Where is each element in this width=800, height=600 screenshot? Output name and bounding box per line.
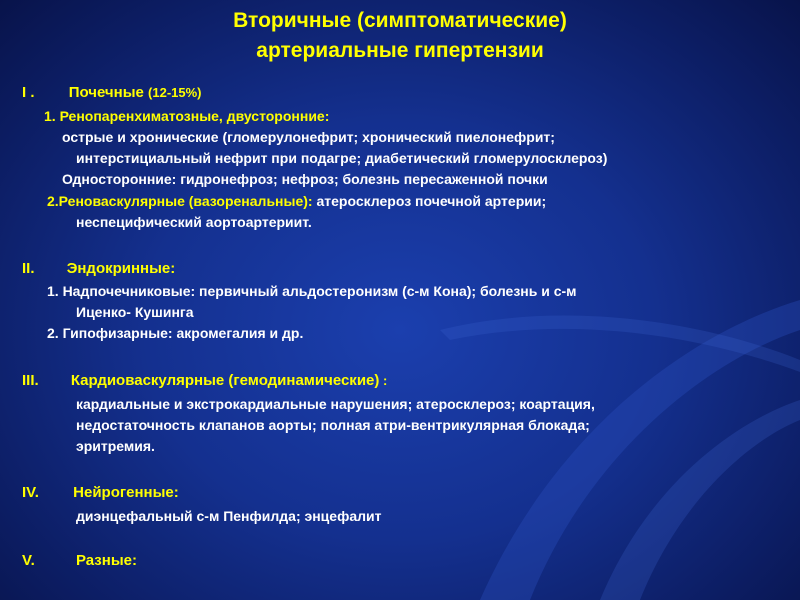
section-2-label: Эндокринные: bbox=[66, 260, 176, 277]
section-1-item-2-text-2: неспецифический аортоартериит. bbox=[76, 214, 312, 230]
section-1-item-2-label: 2.Реноваскулярные (вазоренальные): bbox=[47, 193, 313, 209]
section-3-number: III. bbox=[22, 372, 39, 389]
section-1-number: I . bbox=[22, 84, 35, 101]
slide-title bbox=[0, 6, 800, 66]
section-2-item-1-text-2: Иценко- Кушинга bbox=[76, 304, 194, 320]
section-3-label: Кардиоваскулярные (гемодинамические) bbox=[70, 372, 380, 389]
section-1-item-1-text-1: острые и хронические (гломерулонефрит; хронический пиелонефрит; bbox=[62, 129, 555, 145]
section-1-item-2-text-1: атеросклероз почечной артерии; bbox=[312, 193, 547, 209]
section-4-label: Нейрогенные: bbox=[73, 484, 179, 501]
section-2-item-2-text: 2. Гипофизарные: акромегалия и др. bbox=[47, 325, 304, 341]
section-1-item-1-text-2: интерстициальный нефрит при подагре; диабетический гломерулосклероз) bbox=[76, 150, 608, 166]
section-3-text-2: недостаточность клапанов аорты; полная атри-вентрикулярная блокада; bbox=[76, 417, 590, 433]
section-1-item-2 bbox=[47, 193, 546, 209]
section-2-item-1-text-1: 1. Надпочечниковые: первичный альдостеронизм (с-м Кона); болезнь и с-м bbox=[47, 283, 577, 299]
title-line-2: артериальные гипертензии bbox=[256, 39, 544, 62]
section-3-text-3: эритремия. bbox=[76, 438, 155, 454]
section-4-text: диэнцефальный с-м Пенфилда; энцефалит bbox=[76, 508, 382, 524]
title-line-1: Вторичные (симптоматические) bbox=[233, 9, 567, 32]
section-1-item-1-text-3: Односторонние: гидронефроз; нефроз; болезнь пересаженной почки bbox=[62, 171, 548, 187]
section-3-text-1: кардиальные и экстрокардиальные нарушения; атеросклероз; коартация, bbox=[76, 396, 595, 412]
section-1-item-1-label: 1. Ренопаренхиматозные, двусторонние: bbox=[44, 108, 330, 124]
section-3-heading bbox=[22, 372, 387, 389]
section-5-heading bbox=[22, 552, 137, 569]
section-4-heading bbox=[22, 484, 179, 501]
section-4-number: IV. bbox=[22, 484, 39, 501]
section-2-heading bbox=[22, 260, 175, 277]
section-1-label: Почечные bbox=[68, 84, 144, 101]
section-5-number: V. bbox=[22, 552, 35, 569]
section-1-heading bbox=[22, 84, 202, 101]
section-1-percent: (12-15%) bbox=[148, 85, 202, 100]
section-2-number: II. bbox=[22, 260, 35, 277]
section-5-label: Разные: bbox=[75, 552, 137, 569]
section-3-colon: : bbox=[379, 373, 388, 388]
